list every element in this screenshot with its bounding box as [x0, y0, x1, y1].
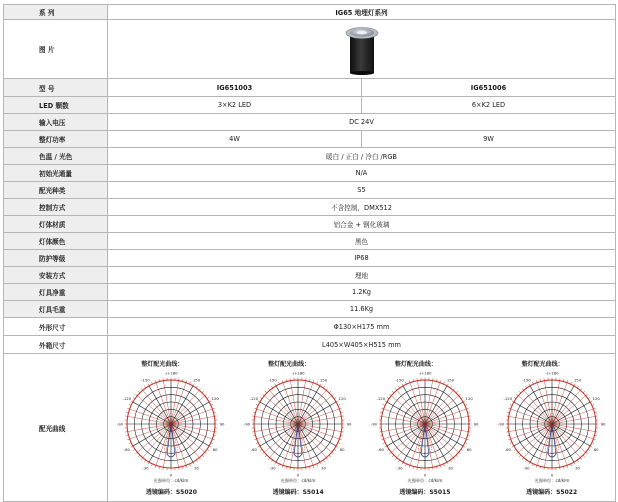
row-led	[4, 97, 616, 114]
polar-tick	[133, 449, 135, 450]
polar-tick	[525, 386, 526, 388]
distribution-label: 配光种类	[4, 182, 108, 199]
angle-label: 90	[473, 421, 479, 427]
polar-tick	[590, 446, 592, 447]
row-series	[4, 5, 616, 20]
curves-label: 配光曲线	[4, 354, 108, 502]
model-value-2: IG651006	[362, 79, 616, 97]
polar-tick	[398, 460, 399, 462]
polar-tick	[193, 384, 194, 386]
curve-title: 整灯配光曲线：	[521, 361, 564, 368]
angle-label: 150	[446, 377, 454, 383]
angle-label: -150	[141, 377, 151, 383]
polar-tick	[275, 384, 276, 386]
polar-tick	[326, 388, 328, 390]
polar-tick	[200, 458, 202, 460]
light-curve-3	[365, 359, 485, 496]
polar-tick	[193, 462, 194, 464]
polar-tick	[514, 397, 516, 398]
polar-tick	[148, 462, 149, 464]
curves-cell	[108, 354, 616, 502]
angle-label: 0	[423, 472, 427, 478]
polar-tick	[148, 384, 149, 386]
lens-code: 透镜编码：S5022	[526, 489, 578, 496]
polar-tick	[141, 458, 143, 460]
lens-code: 透镜编码：S5014	[272, 489, 324, 496]
picture-label: 图 片	[4, 20, 108, 79]
angle-label: 90	[600, 421, 606, 427]
body-color-value: 黑色	[108, 233, 616, 250]
polar-tick	[387, 449, 389, 450]
light-curve-4	[492, 359, 612, 496]
color-temp-value: 暖白 / 正白 / 冷白 /RGB	[108, 148, 616, 165]
polar-tick	[138, 455, 140, 457]
polar-tick	[402, 462, 403, 464]
polar-tick	[260, 449, 262, 450]
row-distribution	[4, 182, 616, 199]
intensity-unit: 光强单位：cd/klm	[407, 478, 443, 483]
polar-tick	[329, 455, 331, 457]
polar-tick	[447, 462, 448, 464]
power-value-1: 4W	[108, 131, 362, 148]
polar-tick	[456, 391, 458, 393]
angle-label: 150	[573, 377, 581, 383]
polar-tick	[207, 449, 209, 450]
angle-label: -90	[244, 421, 251, 427]
gross-weight-value: 11.6Kg	[108, 301, 616, 318]
polar-tick	[585, 452, 587, 454]
polar-tick	[205, 394, 207, 396]
polar-tick	[389, 394, 391, 396]
intensity-unit: 光强单位：cd/klm	[153, 478, 189, 483]
angle-label: -60	[124, 447, 131, 452]
row-picture	[4, 20, 616, 79]
dimensions-label: 外形尺寸	[4, 318, 108, 336]
polar-tick	[450, 386, 451, 388]
material-value: 铝合金 + 钢化玻璃	[108, 216, 616, 233]
package-label: 外箱尺寸	[4, 336, 108, 354]
polar-tick	[202, 455, 204, 457]
polar-tick	[268, 458, 270, 460]
polar-tick	[385, 446, 387, 447]
polar-tick	[392, 455, 394, 457]
angle-label: -150	[395, 377, 404, 383]
polar-tick	[516, 394, 518, 396]
polar-tick	[463, 446, 465, 447]
row-curves	[4, 354, 616, 502]
angle-label: 60	[213, 447, 218, 452]
angle-label: -/+180	[418, 370, 432, 376]
polar-tick	[136, 452, 138, 454]
light-curve-1	[111, 359, 231, 496]
angle-label: 60	[466, 447, 472, 452]
row-installation	[4, 267, 616, 284]
row-package	[4, 336, 616, 354]
angle-label: -120	[122, 396, 132, 401]
polar-tick	[528, 384, 529, 386]
polar-tick	[326, 458, 328, 460]
inground-lamp-image	[342, 23, 382, 75]
polar-tick	[585, 394, 587, 396]
angle-label: -60	[377, 447, 384, 452]
angle-label: -/+180	[164, 370, 178, 376]
polar-tick	[453, 458, 455, 460]
angle-label: 90	[346, 421, 352, 427]
power-label: 整灯功率	[4, 131, 108, 148]
model-label: 型 号	[4, 79, 108, 97]
angle-label: 30	[194, 465, 200, 471]
intensity-unit: 光强单位：cd/klm	[534, 478, 570, 483]
polar-tick	[265, 455, 267, 457]
polar-tick	[450, 460, 451, 462]
angle-label: -30	[523, 465, 530, 471]
angle-label: -/+180	[291, 370, 305, 376]
polar-tick	[271, 460, 272, 462]
angle-label: 60	[339, 447, 345, 452]
polar-tick	[334, 397, 336, 398]
polar-tick	[323, 386, 324, 388]
series-value: IG65 地埋灯系列	[108, 5, 616, 20]
polar-tick	[138, 391, 140, 393]
angle-label: -120	[376, 396, 386, 401]
material-label: 灯体材质	[4, 216, 108, 233]
row-color-temp	[4, 148, 616, 165]
package-value: L405×W405×H515 mm	[108, 336, 616, 354]
row-gross-weight	[4, 301, 616, 318]
polar-tick	[145, 386, 146, 388]
polar-tick	[588, 397, 590, 398]
polar-tick	[133, 397, 135, 398]
polar-tick	[209, 446, 211, 447]
led-label: LED 颗数	[4, 97, 108, 114]
polar-tick	[334, 449, 336, 450]
polar-tick	[389, 452, 391, 454]
row-net-weight	[4, 284, 616, 301]
lens-code: 透镜编码：S5015	[399, 489, 451, 496]
angle-label: 0	[296, 472, 300, 478]
led-value-2: 6×K2 LED	[362, 97, 616, 114]
angle-label: 120	[338, 396, 346, 401]
angle-label: 120	[211, 396, 220, 401]
polar-tick	[522, 388, 524, 390]
voltage-label: 输入电压	[4, 114, 108, 131]
polar-tick	[323, 460, 324, 462]
control-label: 控制方式	[4, 199, 108, 216]
polar-tick	[131, 446, 133, 447]
row-flux	[4, 165, 616, 182]
angle-label: 120	[592, 396, 600, 401]
picture-cell	[108, 20, 616, 79]
spec-table	[3, 4, 616, 502]
polar-tick	[519, 455, 521, 457]
angle-label: 150	[193, 377, 201, 383]
polar-tick	[263, 452, 265, 454]
polar-diagram	[242, 368, 354, 486]
polar-tick	[320, 462, 321, 464]
polar-tick	[200, 388, 202, 390]
flux-label: 初始光通量	[4, 165, 108, 182]
polar-tick	[329, 391, 331, 393]
model-value-1: IG651003	[108, 79, 362, 97]
row-body-color	[4, 233, 616, 250]
polar-tick	[263, 394, 265, 396]
installation-label: 安装方式	[4, 267, 108, 284]
curves-container	[108, 357, 615, 498]
angle-label: -30	[396, 465, 403, 471]
row-model	[4, 79, 616, 97]
angle-label: -90	[370, 421, 377, 427]
row-power	[4, 131, 616, 148]
row-ip	[4, 250, 616, 267]
polar-tick	[522, 458, 524, 460]
angle-label: -30	[269, 465, 276, 471]
polar-tick	[332, 394, 334, 396]
polar-tick	[528, 462, 529, 464]
angle-label: -150	[268, 377, 277, 383]
row-voltage	[4, 114, 616, 131]
angle-label: 0	[170, 472, 173, 478]
angle-label: -60	[504, 447, 511, 452]
flux-value: N/A	[108, 165, 616, 182]
net-weight-label: 灯具净重	[4, 284, 108, 301]
intensity-unit: 光强单位：cd/klm	[280, 478, 316, 483]
polar-tick	[459, 452, 461, 454]
lens-code: 透镜编码：S5020	[145, 489, 197, 496]
angle-label: 0	[550, 472, 553, 478]
polar-tick	[514, 449, 516, 450]
ip-value: IP68	[108, 250, 616, 267]
angle-label: 30	[447, 465, 453, 471]
angle-label: -90	[117, 421, 124, 427]
polar-tick	[583, 455, 585, 457]
dimensions-value: Φ130×H175 mm	[108, 318, 616, 336]
curve-title: 整灯配光曲线：	[141, 361, 184, 368]
polar-tick	[577, 386, 578, 388]
polar-tick	[197, 386, 198, 388]
polar-tick	[332, 452, 334, 454]
polar-tick	[447, 384, 448, 386]
polar-tick	[461, 397, 463, 398]
color-temp-label: 色温 / 光色	[4, 148, 108, 165]
polar-tick	[461, 449, 463, 450]
polar-tick	[387, 397, 389, 398]
series-label: 系 列	[4, 5, 108, 20]
installation-value: 埋地	[108, 267, 616, 284]
angle-label: -150	[521, 377, 531, 383]
polar-tick	[580, 458, 582, 460]
angle-label: 120	[465, 396, 473, 401]
polar-tick	[453, 388, 455, 390]
polar-tick	[588, 449, 590, 450]
polar-tick	[577, 460, 578, 462]
row-material	[4, 216, 616, 233]
polar-tick	[459, 394, 461, 396]
voltage-value: DC 24V	[108, 114, 616, 131]
polar-tick	[202, 391, 204, 393]
polar-tick	[141, 388, 143, 390]
angle-label: 30	[321, 465, 327, 471]
angle-label: 90	[219, 421, 225, 427]
row-dimensions	[4, 318, 616, 336]
polar-tick	[583, 391, 585, 393]
polar-tick	[580, 388, 582, 390]
polar-tick	[336, 446, 338, 447]
power-value-2: 9W	[362, 131, 616, 148]
polar-tick	[519, 391, 521, 393]
polar-tick	[516, 452, 518, 454]
angle-label: 150	[320, 377, 328, 383]
net-weight-value: 1.2Kg	[108, 284, 616, 301]
polar-tick	[511, 446, 513, 447]
polar-tick	[275, 462, 276, 464]
angle-label: -90	[497, 421, 504, 427]
polar-tick	[525, 460, 526, 462]
polar-tick	[205, 452, 207, 454]
polar-tick	[320, 384, 321, 386]
angle-label: 30	[574, 465, 580, 471]
angle-label: -120	[249, 396, 259, 401]
polar-tick	[207, 397, 209, 398]
led-value-1: 3×K2 LED	[108, 97, 362, 114]
angle-label: -30	[142, 465, 149, 471]
polar-tick	[260, 397, 262, 398]
polar-tick	[197, 460, 198, 462]
polar-diagram	[369, 368, 481, 486]
angle-label: 60	[593, 447, 599, 452]
control-value: 不含控制，DMX512	[108, 199, 616, 216]
polar-diagram	[496, 368, 608, 486]
polar-diagram	[115, 368, 227, 486]
gross-weight-label: 灯具毛重	[4, 301, 108, 318]
body-color-label: 灯体颜色	[4, 233, 108, 250]
polar-tick	[265, 391, 267, 393]
distribution-value: S5	[108, 182, 616, 199]
polar-tick	[271, 386, 272, 388]
polar-tick	[395, 458, 397, 460]
polar-tick	[456, 455, 458, 457]
angle-label: -120	[503, 396, 512, 401]
polar-tick	[268, 388, 270, 390]
curve-title: 整灯配光曲线：	[394, 361, 437, 368]
polar-tick	[402, 384, 403, 386]
polar-tick	[392, 391, 394, 393]
row-control	[4, 199, 616, 216]
angle-label: -60	[250, 447, 258, 452]
polar-tick	[574, 462, 575, 464]
polar-tick	[398, 386, 399, 388]
angle-label: -/+180	[545, 370, 559, 376]
polar-tick	[574, 384, 575, 386]
polar-tick	[136, 394, 138, 396]
polar-tick	[258, 446, 260, 447]
light-curve-2	[238, 359, 358, 496]
polar-tick	[395, 388, 397, 390]
polar-tick	[145, 460, 146, 462]
curve-title: 整灯配光曲线：	[268, 361, 311, 368]
ip-label: 防护等级	[4, 250, 108, 267]
